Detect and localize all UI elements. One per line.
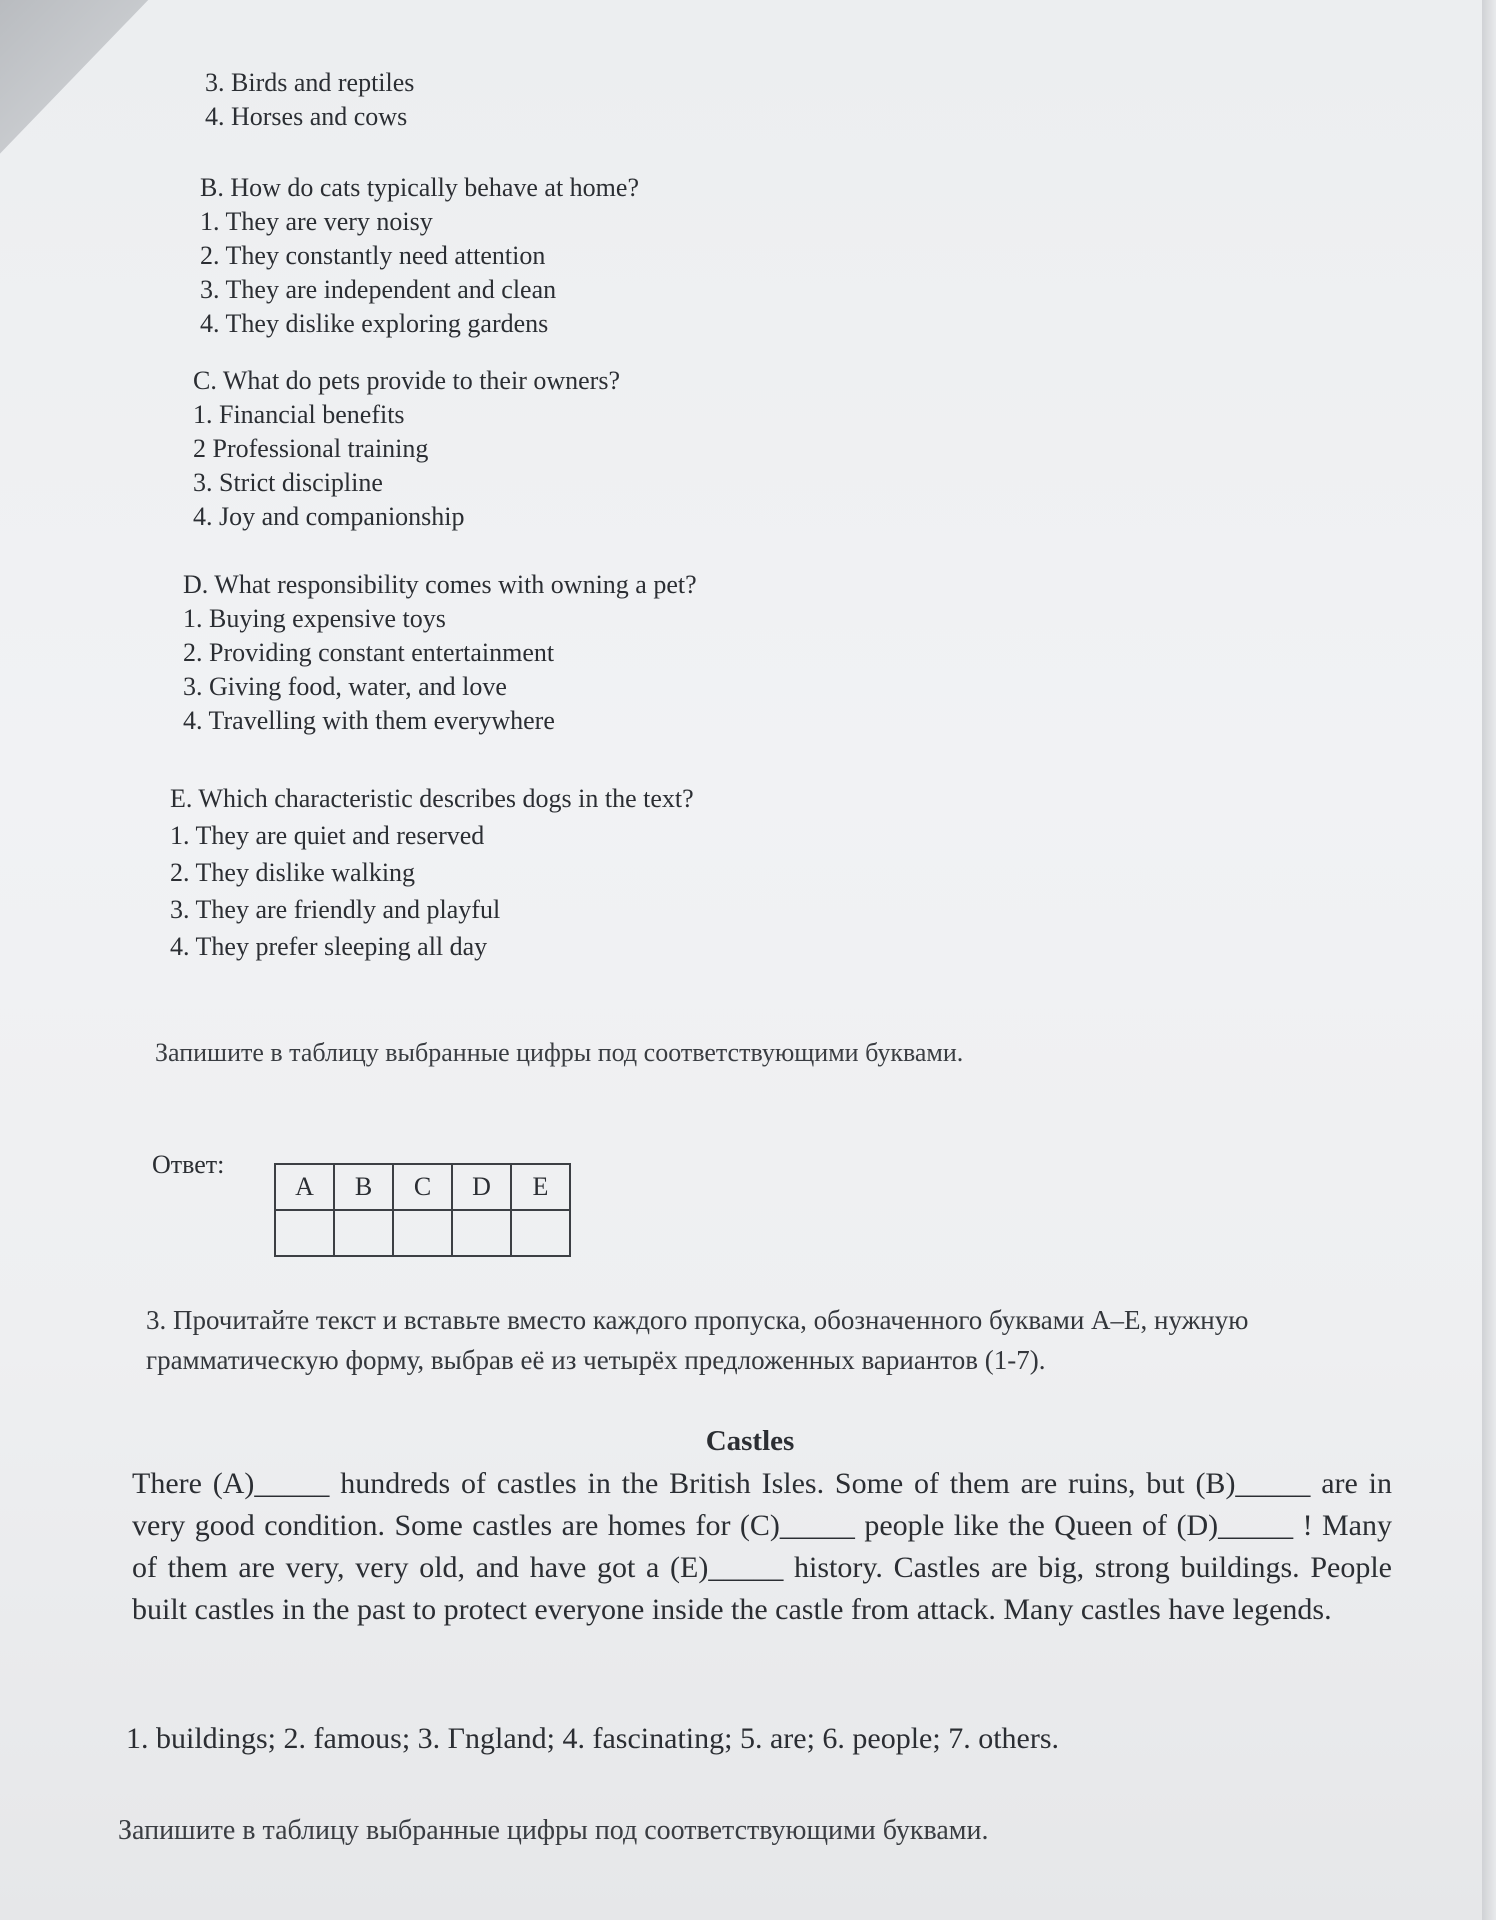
option: 2 Professional training <box>193 434 429 463</box>
option: 1. Buying expensive toys <box>183 604 446 633</box>
answer-header-cell: B <box>334 1164 393 1210</box>
desk-background-edge <box>1482 0 1496 1920</box>
question-text: E. Which characteristic describes dogs in the text? <box>170 784 694 813</box>
answer-value-cell[interactable] <box>452 1210 511 1256</box>
option: 3. They are friendly and playful <box>170 895 501 924</box>
answer-header-cell: D <box>452 1164 511 1210</box>
question-b <box>200 171 639 341</box>
option: 1. They are quiet and reserved <box>170 821 485 850</box>
option: 4. They prefer sleeping all day <box>170 932 488 961</box>
question-text: C. What do pets provide to their owners? <box>193 366 620 395</box>
answer-table <box>274 1163 571 1257</box>
option: 4. Joy and companionship <box>193 502 465 531</box>
option: 4. They dislike exploring gardens <box>200 309 549 338</box>
option: 3. They are independent and clean <box>200 275 557 304</box>
option: 3. Strict discipline <box>193 468 383 497</box>
question-d <box>183 568 697 738</box>
option: 3. Giving food, water, and love <box>183 672 507 701</box>
text-title: Castles <box>705 1425 795 1457</box>
option: 2. They dislike walking <box>170 858 416 887</box>
answer-header-cell: A <box>275 1164 334 1210</box>
word-bank: 1. buildings; 2. famous; 3. Гngland; 4. fascinating; 5. are; 6. people; 7. others. <box>126 1722 1060 1755</box>
option: 2. Providing constant entertainment <box>183 638 555 667</box>
question-e <box>170 780 694 965</box>
task-3-instruction: 3. Прочитайте текст и вставьте вместо каждого пропуска, обозначенного буквами А–Е, нужную грамматическую форму, выбрав её из четырёх предложенных вариантов (1-7). <box>146 1305 1249 1375</box>
answer-value-cell[interactable] <box>511 1210 570 1256</box>
answer-table-value-row <box>275 1210 570 1256</box>
option: 3. Birds and reptiles <box>205 68 415 97</box>
answer-table-header-row <box>275 1164 570 1210</box>
answer-value-cell[interactable] <box>275 1210 334 1256</box>
answer-value-cell[interactable] <box>393 1210 452 1256</box>
answer-header-cell: E <box>511 1164 570 1210</box>
option: 2. They constantly need attention <box>200 241 546 270</box>
instruction-text: Запишите в таблицу выбранные цифры под соответствующими буквами. <box>155 1038 964 1067</box>
instruction-text-2: Запишите в таблицу выбранные цифры под соответствующими буквами. <box>118 1815 989 1846</box>
answer-value-cell[interactable] <box>334 1210 393 1256</box>
question-c <box>193 364 620 534</box>
gap-fill-text: There (A)_____ hundreds of castles in the British Isles. Some of them are ruins, but (B)_____ are in very good condition. Some castles are homes for (C)_____ people like the Queen of (D)_____ ! Many of them are very, very old, and have got a (E)_____ history. Castles are big, strong buildings. People built castles in the past to protect everyone inside the castle from attack. Many castles have legends. <box>132 1467 1392 1626</box>
question-text: B. How do cats typically behave at home? <box>200 173 639 202</box>
option: 4. Travelling with them everywhere <box>183 706 555 735</box>
question-a-options <box>205 66 414 134</box>
option: 1. They are very noisy <box>200 207 433 236</box>
answer-label: Ответ: <box>152 1150 225 1179</box>
question-text: D. What responsibility comes with owning a pet? <box>183 570 697 599</box>
option: 1. Financial benefits <box>193 400 405 429</box>
option: 4. Horses and cows <box>205 102 408 131</box>
answer-header-cell: C <box>393 1164 452 1210</box>
